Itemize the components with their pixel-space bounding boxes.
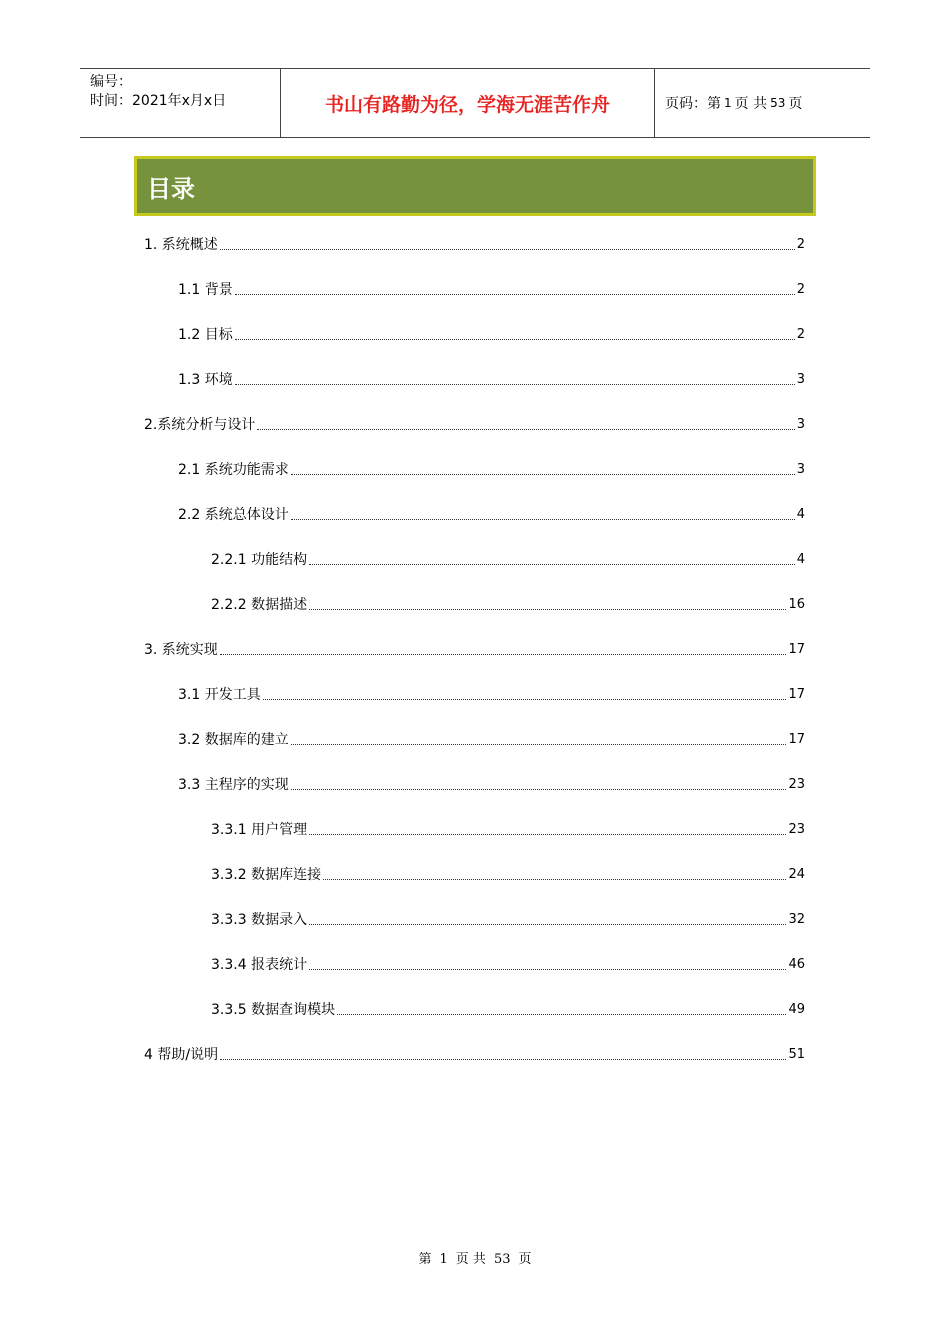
toc-entry-label: 3. 系统实现: [144, 642, 218, 658]
toc-leader-dots: [309, 968, 786, 970]
toc-entry[interactable]: [144, 639, 805, 659]
toc-leader-dots: [235, 383, 795, 385]
toc-entry-page: 49: [788, 1002, 805, 1017]
toc-entry-page: 24: [788, 867, 805, 882]
page-header: [80, 68, 870, 138]
toc-entry-page: 2: [796, 282, 805, 297]
toc-entry-label: 1. 系统概述: [144, 237, 218, 253]
toc-entry-page: 51: [788, 1047, 805, 1062]
toc-entry[interactable]: [144, 234, 805, 254]
toc-entry-label: 3.2 数据库的建立: [178, 732, 289, 748]
footer-page-number: 1: [439, 1252, 448, 1267]
toc-entry[interactable]: [211, 549, 805, 569]
toc-entry-page: 23: [788, 777, 805, 792]
toc-entry[interactable]: [178, 369, 805, 389]
toc-entry[interactable]: [211, 864, 805, 884]
toc-leader-dots: [220, 248, 795, 250]
header-page-mid: 页 共: [734, 96, 768, 112]
toc-leader-dots: [220, 653, 787, 655]
toc-entry[interactable]: [178, 684, 805, 704]
toc-leader-dots: [309, 833, 786, 835]
toc-entry-label: 2.2.1 功能结构: [211, 552, 308, 568]
toc-leader-dots: [263, 698, 787, 700]
header-page-suffix: 页: [788, 96, 803, 112]
toc-entry[interactable]: [211, 954, 805, 974]
footer-mid: 页 共: [455, 1252, 486, 1267]
toc-entry-page: 3: [796, 372, 805, 387]
toc-leader-dots: [235, 338, 795, 340]
toc-entry-page: 2: [796, 327, 805, 342]
footer-prefix: 第: [418, 1252, 432, 1267]
toc-leader-dots: [309, 563, 795, 565]
toc-leader-dots: [309, 608, 786, 610]
toc-leader-dots: [291, 473, 795, 475]
toc-entry-label: 3.3.4 报表统计: [211, 957, 308, 973]
toc-entry-page: 16: [788, 597, 805, 612]
toc-leader-dots: [291, 518, 795, 520]
document-number-label: 编号：: [90, 74, 132, 90]
toc-entry-page: 46: [788, 957, 805, 972]
footer-page-total: 53: [493, 1252, 511, 1267]
toc-leader-dots: [337, 1013, 786, 1015]
toc-entry-page: 3: [796, 417, 805, 432]
toc-leader-dots: [323, 878, 786, 880]
header-meta: [80, 69, 281, 137]
toc-entry-label: 3.3 主程序的实现: [178, 777, 289, 793]
toc-entry-label: 3.3.5 数据查询模块: [211, 1002, 336, 1018]
toc-entry-page: 2: [796, 237, 805, 252]
toc-leader-dots: [220, 1058, 786, 1060]
header-page-total: 53: [770, 96, 786, 110]
toc-entry-label: 3.3.1 用户管理: [211, 822, 308, 838]
toc-entry-label: 2.1 系统功能需求: [178, 462, 289, 478]
toc-entry[interactable]: [211, 819, 805, 839]
toc-entry[interactable]: [211, 594, 805, 614]
toc-entry-label: 2.系统分析与设计: [144, 417, 256, 433]
toc-entry-page: 17: [788, 687, 805, 702]
header-page-number: 1: [724, 96, 732, 110]
toc-entry[interactable]: [211, 909, 805, 929]
toc-entry-label: 1.1 背景: [178, 282, 233, 298]
toc-entry-label: 3.3.2 数据库连接: [211, 867, 322, 883]
header-page-info: [655, 69, 870, 137]
toc-entry-page: 23: [788, 822, 805, 837]
toc-entry[interactable]: [178, 324, 805, 344]
toc-leader-dots: [309, 923, 786, 925]
toc-leader-dots: [291, 788, 787, 790]
toc-entry-label: 1.3 环境: [178, 372, 233, 388]
header-motto: 书山有路勤为径，学海无涯苦作舟: [281, 69, 655, 137]
document-date: 时间：2021年x月x日: [90, 93, 227, 109]
toc-entry-label: 2.2.2 数据描述: [211, 597, 308, 613]
toc-entry[interactable]: [178, 504, 805, 524]
toc-entry-label: 4 帮助/说明: [144, 1047, 219, 1063]
page-footer: [0, 1248, 950, 1267]
toc-entry[interactable]: [178, 774, 805, 794]
toc-entry[interactable]: [178, 729, 805, 749]
toc-entry[interactable]: [144, 414, 805, 434]
toc-entry-label: 3.1 开发工具: [178, 687, 261, 703]
toc-entry-page: 4: [796, 552, 805, 567]
toc-entry-page: 17: [788, 642, 805, 657]
toc-title: 目录: [134, 156, 816, 216]
toc-entry-page: 3: [796, 462, 805, 477]
toc-entry[interactable]: [211, 999, 805, 1019]
header-page-prefix: 页码：第: [665, 96, 721, 112]
toc-entry-label: 2.2 系统总体设计: [178, 507, 289, 523]
toc-entry-page: 4: [796, 507, 805, 522]
toc-entry[interactable]: [144, 1044, 805, 1064]
toc-entry-page: 17: [788, 732, 805, 747]
toc-entry-label: 3.3.3 数据录入: [211, 912, 308, 928]
toc-leader-dots: [291, 743, 787, 745]
toc-entry-page: 32: [788, 912, 805, 927]
toc-leader-dots: [235, 293, 795, 295]
toc-entry[interactable]: [178, 459, 805, 479]
toc-entry-label: 1.2 目标: [178, 327, 233, 343]
toc-leader-dots: [257, 428, 794, 430]
toc-entry[interactable]: [178, 279, 805, 299]
footer-suffix: 页: [518, 1252, 532, 1267]
